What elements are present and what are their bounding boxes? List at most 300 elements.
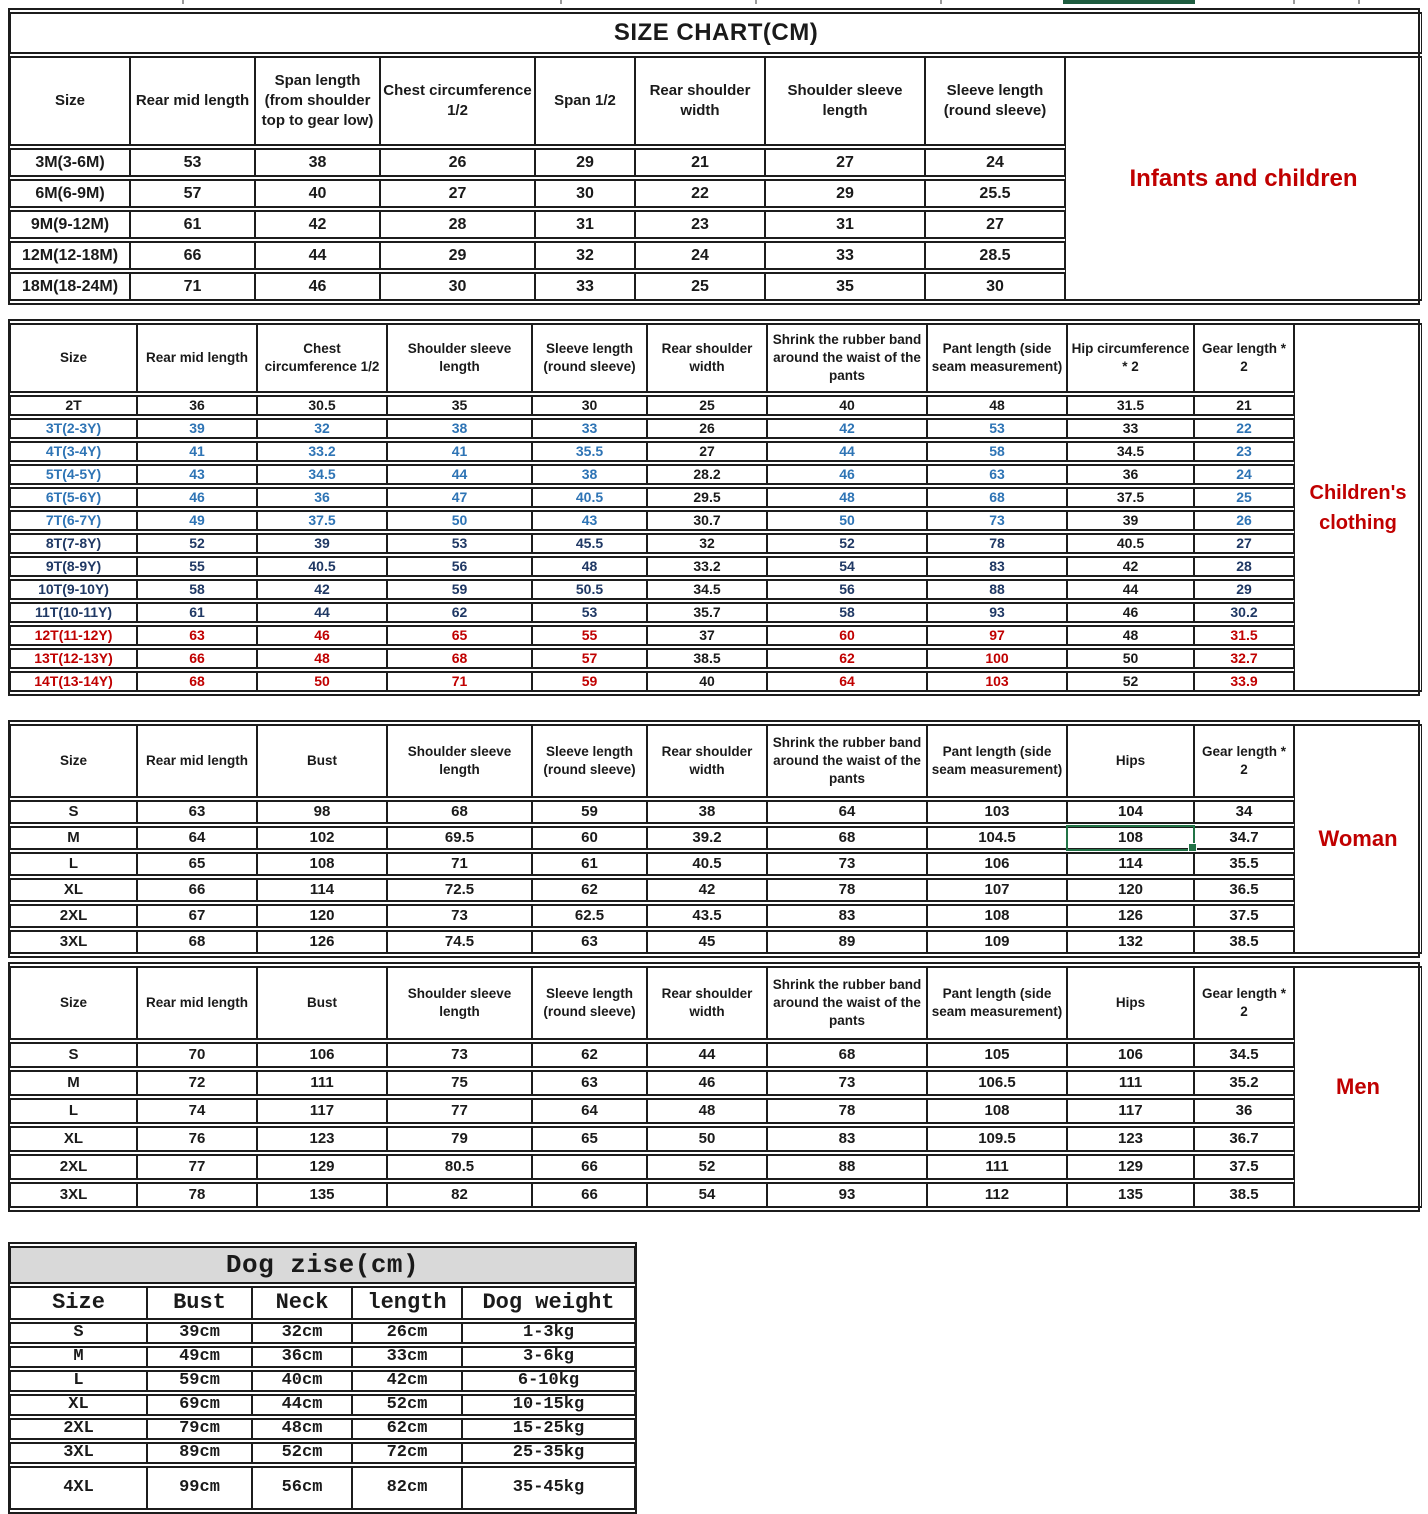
table-cell: 33 <box>535 272 635 301</box>
table-cell: 53 <box>927 418 1067 439</box>
table-cell: 42 <box>767 418 927 439</box>
table-cell: 29 <box>380 241 535 270</box>
row-label: 8T(7-8Y) <box>10 533 137 554</box>
header-cell: Size <box>10 1286 147 1320</box>
table-cell: 40 <box>767 395 927 416</box>
table-cell: 42 <box>255 210 380 239</box>
table-cell: 33cm <box>352 1346 462 1368</box>
table-cell: 21 <box>1194 395 1294 416</box>
table-cell: 82cm <box>352 1466 462 1510</box>
table-cell: 36cm <box>252 1346 352 1368</box>
table-cell: 123 <box>257 1126 387 1152</box>
table-cell: 74.5 <box>387 930 532 954</box>
table-cell: 80.5 <box>387 1154 532 1180</box>
table-cell: 32.7 <box>1194 648 1294 669</box>
table-cell: 73 <box>387 1042 532 1068</box>
table-cell: 58 <box>137 579 257 600</box>
table-cell: 39cm <box>147 1322 252 1344</box>
table-cell: 73 <box>927 510 1067 531</box>
table-cell: 46 <box>647 1070 767 1096</box>
table-cell: 114 <box>1067 852 1194 876</box>
table-cell: 50 <box>387 510 532 531</box>
table-cell: 34.7 <box>1194 826 1294 850</box>
table-cell: 28.2 <box>647 464 767 485</box>
table-cell: 48 <box>647 1098 767 1124</box>
table-cell: 37.5 <box>257 510 387 531</box>
table-cell: 99cm <box>147 1466 252 1510</box>
table-cell: 34.5 <box>257 464 387 485</box>
table-cell: 27 <box>1194 533 1294 554</box>
table-cell: 62.5 <box>532 904 647 928</box>
header-cell: Span length (from shoulder top to gear low) <box>255 56 380 146</box>
header-cell: Sleeve length (round sleeve) <box>532 323 647 393</box>
table-cell: 23 <box>635 210 765 239</box>
women-size-table <box>8 720 1420 958</box>
table-cell: 132 <box>1067 930 1194 954</box>
table-cell: 69cm <box>147 1394 252 1416</box>
grid-tick <box>940 0 942 4</box>
table-cell: 79 <box>387 1126 532 1152</box>
table-cell: 45 <box>647 930 767 954</box>
row-label: 13T(12-13Y) <box>10 648 137 669</box>
table-cell: 31.5 <box>1067 395 1194 416</box>
table-cell: 48cm <box>252 1418 352 1440</box>
header-cell: Shrink the rubber band around the waist of the pants <box>767 724 927 798</box>
table-cell: 106 <box>257 1042 387 1068</box>
table-cell: 33 <box>1067 418 1194 439</box>
table-cell: 38.5 <box>1194 1182 1294 1208</box>
table-cell: 59 <box>387 579 532 600</box>
grid-tick <box>1293 0 1295 4</box>
table-cell: 42 <box>257 579 387 600</box>
header-cell: Neck <box>252 1286 352 1320</box>
table-cell: 64 <box>137 826 257 850</box>
row-label: 9M(9-12M) <box>10 210 130 239</box>
table-cell: 43.5 <box>647 904 767 928</box>
side-label: Men <box>1294 966 1422 1208</box>
row-label: M <box>10 826 137 850</box>
table-cell: 43 <box>532 510 647 531</box>
grid-tick <box>182 0 184 4</box>
table-cell: 123 <box>1067 1126 1194 1152</box>
table-cell: 83 <box>927 556 1067 577</box>
table-cell: 35-45kg <box>462 1466 635 1510</box>
table-cell: 42 <box>647 878 767 902</box>
table-cell: 28.5 <box>925 241 1065 270</box>
table-cell: 33 <box>532 418 647 439</box>
row-label: 3XL <box>10 1182 137 1208</box>
selected-cell: 108 <box>1067 826 1194 850</box>
header-cell: Size <box>10 724 137 798</box>
header-cell: Size <box>10 56 130 146</box>
table-cell: 52cm <box>352 1394 462 1416</box>
table-cell: 39 <box>1067 510 1194 531</box>
table-cell: 114 <box>257 878 387 902</box>
header-cell: Bust <box>257 966 387 1040</box>
table-cell: 68 <box>927 487 1067 508</box>
table-cell: 40.5 <box>647 852 767 876</box>
table-cell: 32 <box>535 241 635 270</box>
table-cell: 54 <box>767 556 927 577</box>
table-cell: 36 <box>1194 1098 1294 1124</box>
table-cell: 126 <box>1067 904 1194 928</box>
table-cell: 33.2 <box>647 556 767 577</box>
row-label: 11T(10-11Y) <box>10 602 137 623</box>
side-label: Woman <box>1294 724 1422 954</box>
header-cell: Shrink the rubber band around the waist of the pants <box>767 966 927 1040</box>
table-cell: 37.5 <box>1194 1154 1294 1180</box>
header-cell: Pant length (side seam measurement) <box>927 724 1067 798</box>
table-cell: 40 <box>647 671 767 692</box>
table-cell: 50 <box>257 671 387 692</box>
header-cell: Rear shoulder width <box>647 966 767 1040</box>
table-cell: 62 <box>532 878 647 902</box>
table-cell: 63 <box>532 1070 647 1096</box>
table-cell: 98 <box>257 800 387 824</box>
table-cell: 40.5 <box>257 556 387 577</box>
children-size-table <box>8 319 1420 696</box>
table-cell: 15-25kg <box>462 1418 635 1440</box>
header-cell: Pant length (side seam measurement) <box>927 966 1067 1040</box>
table-cell: 108 <box>257 852 387 876</box>
grid-tick <box>1358 0 1360 4</box>
table-cell: 46 <box>767 464 927 485</box>
row-label: 12M(12-18M) <box>10 241 130 270</box>
table-cell: 62 <box>532 1042 647 1068</box>
table-cell: 27 <box>925 210 1065 239</box>
row-label: 7T(6-7Y) <box>10 510 137 531</box>
row-label: M <box>10 1070 137 1096</box>
table-cell: 103 <box>927 800 1067 824</box>
row-label: L <box>10 852 137 876</box>
header-cell: Sleeve length (round sleeve) <box>532 724 647 798</box>
table-cell: 40.5 <box>1067 533 1194 554</box>
table-cell: 104 <box>1067 800 1194 824</box>
table-cell: 83 <box>767 904 927 928</box>
header-cell: Dog weight <box>462 1286 635 1320</box>
table-cell: 36 <box>137 395 257 416</box>
table-cell: 28 <box>380 210 535 239</box>
table-cell: 106.5 <box>927 1070 1067 1096</box>
table-cell: 30.5 <box>257 395 387 416</box>
header-cell: Shoulder sleeve length <box>387 724 532 798</box>
header-cell: length <box>352 1286 462 1320</box>
table-cell: 59cm <box>147 1370 252 1392</box>
header-cell: Rear mid length <box>130 56 255 146</box>
table-cell: 100 <box>927 648 1067 669</box>
table-cell: 111 <box>927 1154 1067 1180</box>
table-cell: 126 <box>257 930 387 954</box>
table-cell: 40.5 <box>532 487 647 508</box>
table-cell: 35.5 <box>1194 852 1294 876</box>
table-cell: 65 <box>137 852 257 876</box>
table-cell: 106 <box>927 852 1067 876</box>
table-cell: 71 <box>387 671 532 692</box>
table-cell: 63 <box>137 800 257 824</box>
table-cell: 52 <box>137 533 257 554</box>
table-cell: 38.5 <box>1194 930 1294 954</box>
row-label: S <box>10 1042 137 1068</box>
table-cell: 23 <box>1194 441 1294 462</box>
table-cell: 25.5 <box>925 179 1065 208</box>
table-cell: 120 <box>257 904 387 928</box>
table-cell: 34.5 <box>1067 441 1194 462</box>
grid-tick <box>560 0 562 4</box>
row-label: S <box>10 1322 147 1344</box>
table-cell: 106 <box>1067 1042 1194 1068</box>
table-cell: 21 <box>635 148 765 177</box>
table-cell: 35 <box>387 395 532 416</box>
table-cell: 50 <box>647 1126 767 1152</box>
table-cell: 62cm <box>352 1418 462 1440</box>
table-cell: 61 <box>130 210 255 239</box>
header-cell: Sleeve length (round sleeve) <box>925 56 1065 146</box>
table-cell: 129 <box>257 1154 387 1180</box>
table-cell: 66 <box>532 1182 647 1208</box>
table-cell: 66 <box>130 241 255 270</box>
table-cell: 40 <box>255 179 380 208</box>
table-cell: 26 <box>380 148 535 177</box>
table-cell: 24 <box>1194 464 1294 485</box>
table-cell: 62 <box>767 648 927 669</box>
table-cell: 72 <box>137 1070 257 1096</box>
table-cell: 64 <box>767 800 927 824</box>
header-cell: Rear shoulder width <box>635 56 765 146</box>
table-cell: 76 <box>137 1126 257 1152</box>
table-cell: 71 <box>130 272 255 301</box>
row-label: 3M(3-6M) <box>10 148 130 177</box>
table-cell: 71 <box>387 852 532 876</box>
table-cell: 26 <box>647 418 767 439</box>
table-cell: 97 <box>927 625 1067 646</box>
table-cell: 78 <box>137 1182 257 1208</box>
table-cell: 67 <box>137 904 257 928</box>
table-cell: 43 <box>137 464 257 485</box>
table-cell: 53 <box>387 533 532 554</box>
table-cell: 44 <box>257 602 387 623</box>
table-cell: 38.5 <box>647 648 767 669</box>
header-cell: Rear mid length <box>137 323 257 393</box>
table-cell: 39 <box>257 533 387 554</box>
table-cell: 44 <box>647 1042 767 1068</box>
table-cell: 44 <box>1067 579 1194 600</box>
header-cell: Hips <box>1067 966 1194 1040</box>
table-cell: 44cm <box>252 1394 352 1416</box>
table-cell: 48 <box>532 556 647 577</box>
table-cell: 34.5 <box>647 579 767 600</box>
table-cell: 27 <box>647 441 767 462</box>
table-cell: 39.2 <box>647 826 767 850</box>
table-cell: 68 <box>137 671 257 692</box>
table-cell: 59 <box>532 800 647 824</box>
row-label: 3XL <box>10 930 137 954</box>
row-label: 3T(2-3Y) <box>10 418 137 439</box>
header-cell: Shoulder sleeve length <box>387 966 532 1040</box>
table-cell: 109.5 <box>927 1126 1067 1152</box>
table-cell: 129 <box>1067 1154 1194 1180</box>
table-cell: 27 <box>765 148 925 177</box>
table-cell: 93 <box>767 1182 927 1208</box>
header-cell: Shoulder sleeve length <box>387 323 532 393</box>
table-cell: 29 <box>535 148 635 177</box>
table-cell: 75 <box>387 1070 532 1096</box>
table-cell: 53 <box>532 602 647 623</box>
header-cell: Hip circumference * 2 <box>1067 323 1194 393</box>
table-cell: 30 <box>925 272 1065 301</box>
row-label: 9T(8-9Y) <box>10 556 137 577</box>
table-cell: 77 <box>387 1098 532 1124</box>
header-cell: Hips <box>1067 724 1194 798</box>
table-cell: 37 <box>647 625 767 646</box>
table-cell: 36.7 <box>1194 1126 1294 1152</box>
table-cell: 42cm <box>352 1370 462 1392</box>
table-cell: 30 <box>535 179 635 208</box>
table-cell: 46 <box>137 487 257 508</box>
table-cell: 77 <box>137 1154 257 1180</box>
table-cell: 69.5 <box>387 826 532 850</box>
table-cell: 78 <box>767 1098 927 1124</box>
table-cell: 31.5 <box>1194 625 1294 646</box>
table-cell: 83 <box>767 1126 927 1152</box>
table-cell: 32 <box>647 533 767 554</box>
side-label: Infants and children <box>1065 56 1422 301</box>
table-cell: 50 <box>767 510 927 531</box>
table-cell: 63 <box>137 625 257 646</box>
row-label: 12T(11-12Y) <box>10 625 137 646</box>
table-cell: 42 <box>1067 556 1194 577</box>
table-cell: 68 <box>767 1042 927 1068</box>
table-cell: 93 <box>927 602 1067 623</box>
table-cell: 102 <box>257 826 387 850</box>
table-cell: 35.7 <box>647 602 767 623</box>
table-cell: 64 <box>532 1098 647 1124</box>
row-label: L <box>10 1098 137 1124</box>
table-cell: 73 <box>767 1070 927 1096</box>
table-cell: 41 <box>137 441 257 462</box>
table-cell: 68 <box>767 826 927 850</box>
row-label: 2T <box>10 395 137 416</box>
table-cell: 46 <box>257 625 387 646</box>
side-label: Children's clothing <box>1294 323 1422 692</box>
table-cell: 39 <box>137 418 257 439</box>
table-cell: 30 <box>532 395 647 416</box>
header-cell: Bust <box>257 724 387 798</box>
table-cell: 60 <box>532 826 647 850</box>
table-cell: 44 <box>767 441 927 462</box>
table-cell: 25 <box>1194 487 1294 508</box>
table-cell: 61 <box>532 852 647 876</box>
table-cell: 26 <box>1194 510 1294 531</box>
table-cell: 54 <box>647 1182 767 1208</box>
table-cell: 38 <box>387 418 532 439</box>
table-cell: 59 <box>532 671 647 692</box>
table-cell: 135 <box>257 1182 387 1208</box>
header-cell: Span 1/2 <box>535 56 635 146</box>
table-cell: 66 <box>137 878 257 902</box>
table-cell: 135 <box>1067 1182 1194 1208</box>
table-cell: 88 <box>927 579 1067 600</box>
table-cell: 53 <box>130 148 255 177</box>
table-cell: 36 <box>1067 464 1194 485</box>
table-cell: 32 <box>257 418 387 439</box>
table-cell: 6-10kg <box>462 1370 635 1392</box>
table-cell: 117 <box>257 1098 387 1124</box>
table-cell: 30.2 <box>1194 602 1294 623</box>
table-cell: 31 <box>535 210 635 239</box>
table-cell: 32cm <box>252 1322 352 1344</box>
table-cell: 22 <box>635 179 765 208</box>
header-cell: Rear mid length <box>137 724 257 798</box>
row-label: XL <box>10 878 137 902</box>
table-cell: 57 <box>532 648 647 669</box>
table-cell: 68 <box>137 930 257 954</box>
table-cell: 56 <box>767 579 927 600</box>
table-cell: 10-15kg <box>462 1394 635 1416</box>
table-cell: 45.5 <box>532 533 647 554</box>
table-cell: 60 <box>767 625 927 646</box>
table-cell: 49 <box>137 510 257 531</box>
table-cell: 88 <box>767 1154 927 1180</box>
table-cell: 29.5 <box>647 487 767 508</box>
table-cell: 38 <box>647 800 767 824</box>
table-cell: 35.5 <box>532 441 647 462</box>
table-cell: 103 <box>927 671 1067 692</box>
table-cell: 27 <box>380 179 535 208</box>
table-cell: 35 <box>765 272 925 301</box>
row-label: XL <box>10 1394 147 1416</box>
table-cell: 112 <box>927 1182 1067 1208</box>
table-cell: 24 <box>635 241 765 270</box>
header-cell: Pant length (side seam measurement) <box>927 323 1067 393</box>
size-chart-sheet <box>8 8 1420 1514</box>
row-label: 4T(3-4Y) <box>10 441 137 462</box>
table-cell: 66 <box>532 1154 647 1180</box>
table-cell: 52 <box>767 533 927 554</box>
row-label: 6M(6-9M) <box>10 179 130 208</box>
table-cell: 89 <box>767 930 927 954</box>
table-cell: 33.9 <box>1194 671 1294 692</box>
table-cell: 52cm <box>252 1442 352 1464</box>
table-cell: 44 <box>255 241 380 270</box>
table-cell: 64 <box>767 671 927 692</box>
header-cell: Gear length * 2 <box>1194 724 1294 798</box>
header-cell: Size <box>10 966 137 1040</box>
header-cell: Size <box>10 323 137 393</box>
table-cell: 26cm <box>352 1322 462 1344</box>
table-cell: 50.5 <box>532 579 647 600</box>
row-label: XL <box>10 1126 137 1152</box>
table-title: Dog zise(cm) <box>10 1246 635 1284</box>
table-cell: 25 <box>647 395 767 416</box>
table-cell: 79cm <box>147 1418 252 1440</box>
row-label: 2XL <box>10 1418 147 1440</box>
table-cell: 58 <box>927 441 1067 462</box>
table-cell: 52 <box>1067 671 1194 692</box>
table-cell: 61 <box>137 602 257 623</box>
table-cell: 78 <box>767 878 927 902</box>
table-cell: 56 <box>387 556 532 577</box>
table-cell: 37.5 <box>1194 904 1294 928</box>
header-cell: Rear shoulder width <box>647 724 767 798</box>
header-cell: Chest circumference 1/2 <box>380 56 535 146</box>
table-cell: 48 <box>1067 625 1194 646</box>
table-cell: 63 <box>532 930 647 954</box>
table-cell: 46 <box>1067 602 1194 623</box>
header-cell: Bust <box>147 1286 252 1320</box>
table-cell: 117 <box>1067 1098 1194 1124</box>
table-cell: 48 <box>767 487 927 508</box>
table-cell: 38 <box>532 464 647 485</box>
